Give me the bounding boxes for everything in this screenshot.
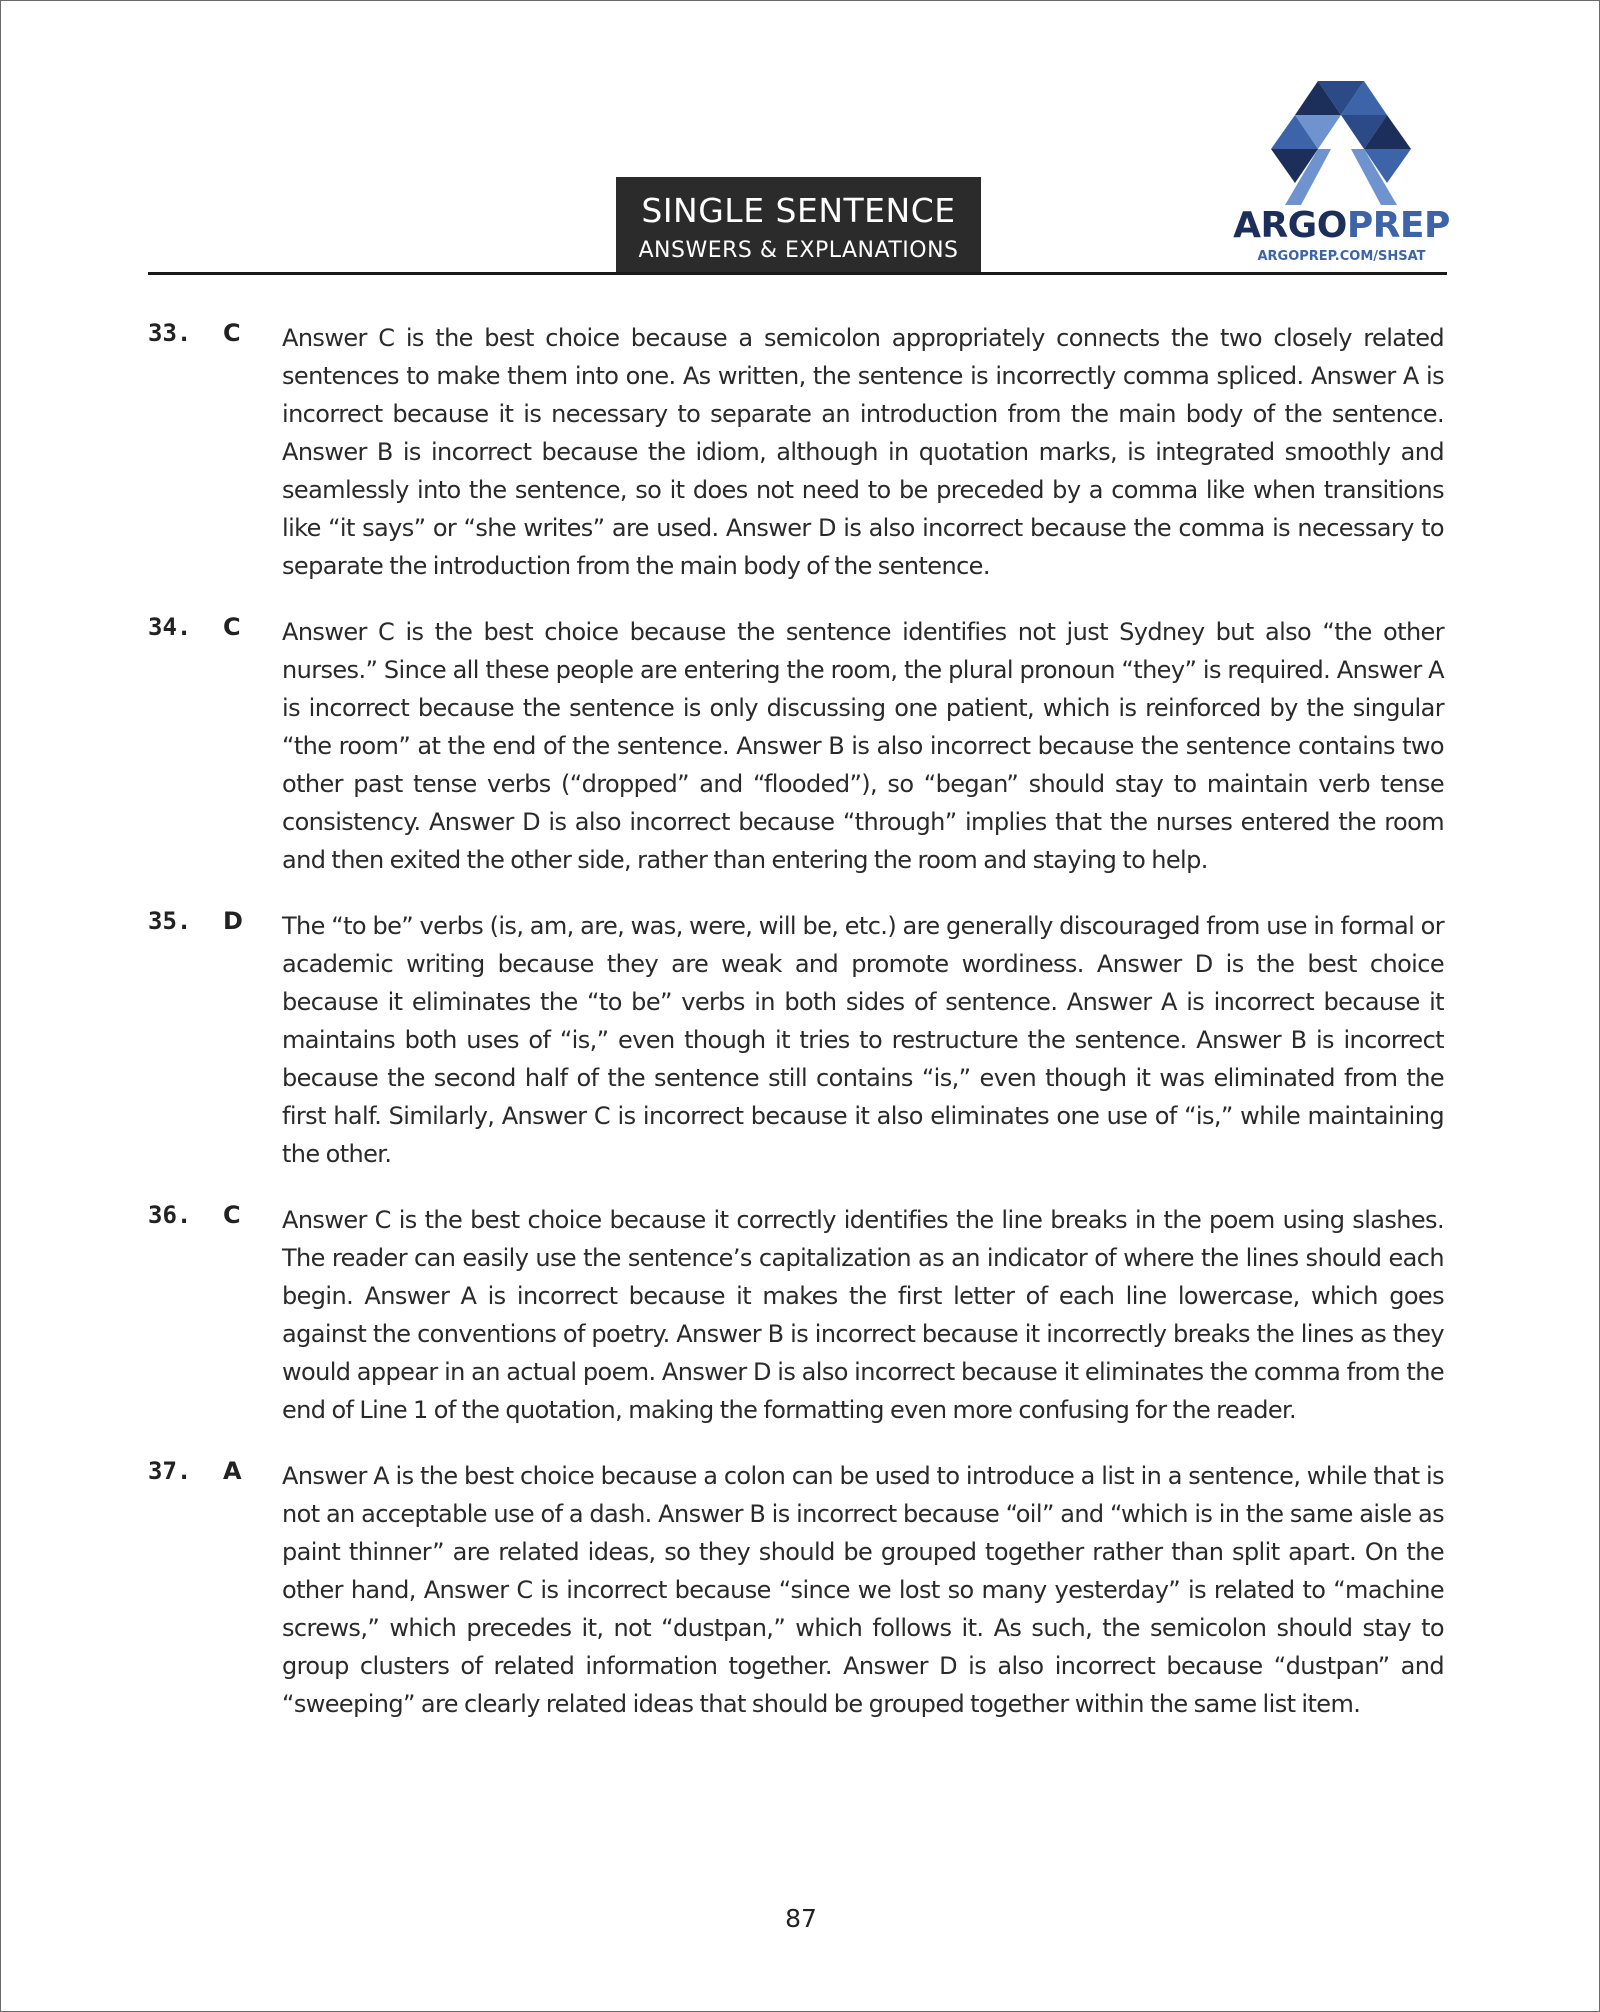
answer-letter: D xyxy=(223,907,243,935)
section-subtitle: ANSWERS & EXPLANATIONS xyxy=(638,238,959,263)
answer-list xyxy=(148,319,1458,1751)
answer-entry xyxy=(148,907,1458,1173)
question-number: 37. xyxy=(148,1457,192,1485)
explanation-text: Answer C is the best choice because it correctly identifies the line breaks in the poem using slashes. The reader can easily use the sentence’s capitalization as an indicator of where the lines should each begin. Answer A is incorrect because it makes the first letter of each line lowercase, which goes against the conventions of poetry. Answer B is incorrect because it incorrectly breaks the lines as they would appear in an actual poem. Answer D is also incorrect because it eliminates the comma from the end of Line 1 of the quotation, making the formatting even more confusing for the reader. xyxy=(282,1206,1444,1424)
header-divider xyxy=(148,272,1447,275)
answer-entry xyxy=(148,1201,1458,1429)
answer-letter: C xyxy=(223,1201,241,1229)
question-number: 36. xyxy=(148,1201,192,1229)
explanation-text: Answer A is the best choice because a colon can be used to introduce a list in a sentence, while that is not an acceptable use of a dash. Answer B is incorrect because “oil” and “which is in the same aisle as paint thinner” are related ideas, so they should be grouped together rather than split apart. On the other hand, Answer C is incorrect because “since we lost so many yesterday” is related to “machine screws,” which precedes it, not “dustpan,” which follows it. As such, the semicolon should stay to group clusters of related information together. Answer D is also incorrect because “dustpan” and “sweeping” are clearly related ideas that should be grouped together within the same list item. xyxy=(282,1462,1444,1718)
question-number: 33. xyxy=(148,319,192,347)
question-number: 35. xyxy=(148,907,192,935)
triangle-logo-icon xyxy=(1271,81,1411,205)
logo-word-prep: PREP xyxy=(1346,205,1450,246)
answer-entry xyxy=(148,1457,1458,1723)
answer-letter: C xyxy=(223,613,241,641)
explanation-text: Answer C is the best choice because a semicolon appropriately connects the two closely related sentences to make them into one. As written, the sentence is incorrectly comma spliced. Answer A is incorrect because it is necessary to separate an introduction from the main body of the sentence. Answer B is incorrect because the idiom, although in quotation marks, is integrated smoothly and seamlessly into the sentence, so it does not need to be preceded by a comma like when transitions like “it says” or “she writes” are used. Answer D is also incorrect because the comma is necessary to separate the introduction from the main body of the sentence. xyxy=(282,324,1444,580)
explanation-text: Answer C is the best choice because the sentence identifies not just Sydney but also “the other nurses.” Since all these people are entering the room, the plural pronoun “they” is required. Answer A is incorrect because the sentence is only discussing one patient, which is reinforced by the singular “the room” at the end of the sentence. Answer B is also incorrect because the sentence contains two other past tense verbs (“dropped” and “flooded”), so “began” should stay to maintain verb tense consistency. Answer D is also incorrect because “through” implies that the nurses entered the room and then exited the other side, rather than entering the room and staying to help. xyxy=(282,618,1444,874)
argoprep-logo xyxy=(1229,81,1454,264)
logo-url: ARGOPREP.COM/SHSAT xyxy=(1257,249,1426,264)
answer-entry xyxy=(148,319,1458,585)
answer-letter: C xyxy=(223,319,241,347)
question-number: 34. xyxy=(148,613,192,641)
answer-letter: A xyxy=(223,1457,242,1485)
section-title: SINGLE SENTENCE xyxy=(641,191,956,230)
section-header xyxy=(616,177,981,273)
page-number: 87 xyxy=(785,1904,817,1933)
answer-entry xyxy=(148,613,1458,879)
explanation-text: The “to be” verbs (is, am, are, was, were, will be, etc.) are generally discouraged from use in formal or academic writing because they are weak and promote wordiness. Answer D is the best choice because it eliminates the “to be” verbs in both sides of sentence. Answer A is incorrect because it maintains both uses of “is,” even though it tries to restructure the sentence. Answer B is incorrect because the second half of the sentence still contains “is,” even though it was eliminated from the first half. Similarly, Answer C is incorrect because it also eliminates one use of “is,” while maintaining the other. xyxy=(282,912,1444,1168)
logo-word-argo: ARGO xyxy=(1233,205,1347,246)
logo-wordmark xyxy=(1229,205,1454,246)
